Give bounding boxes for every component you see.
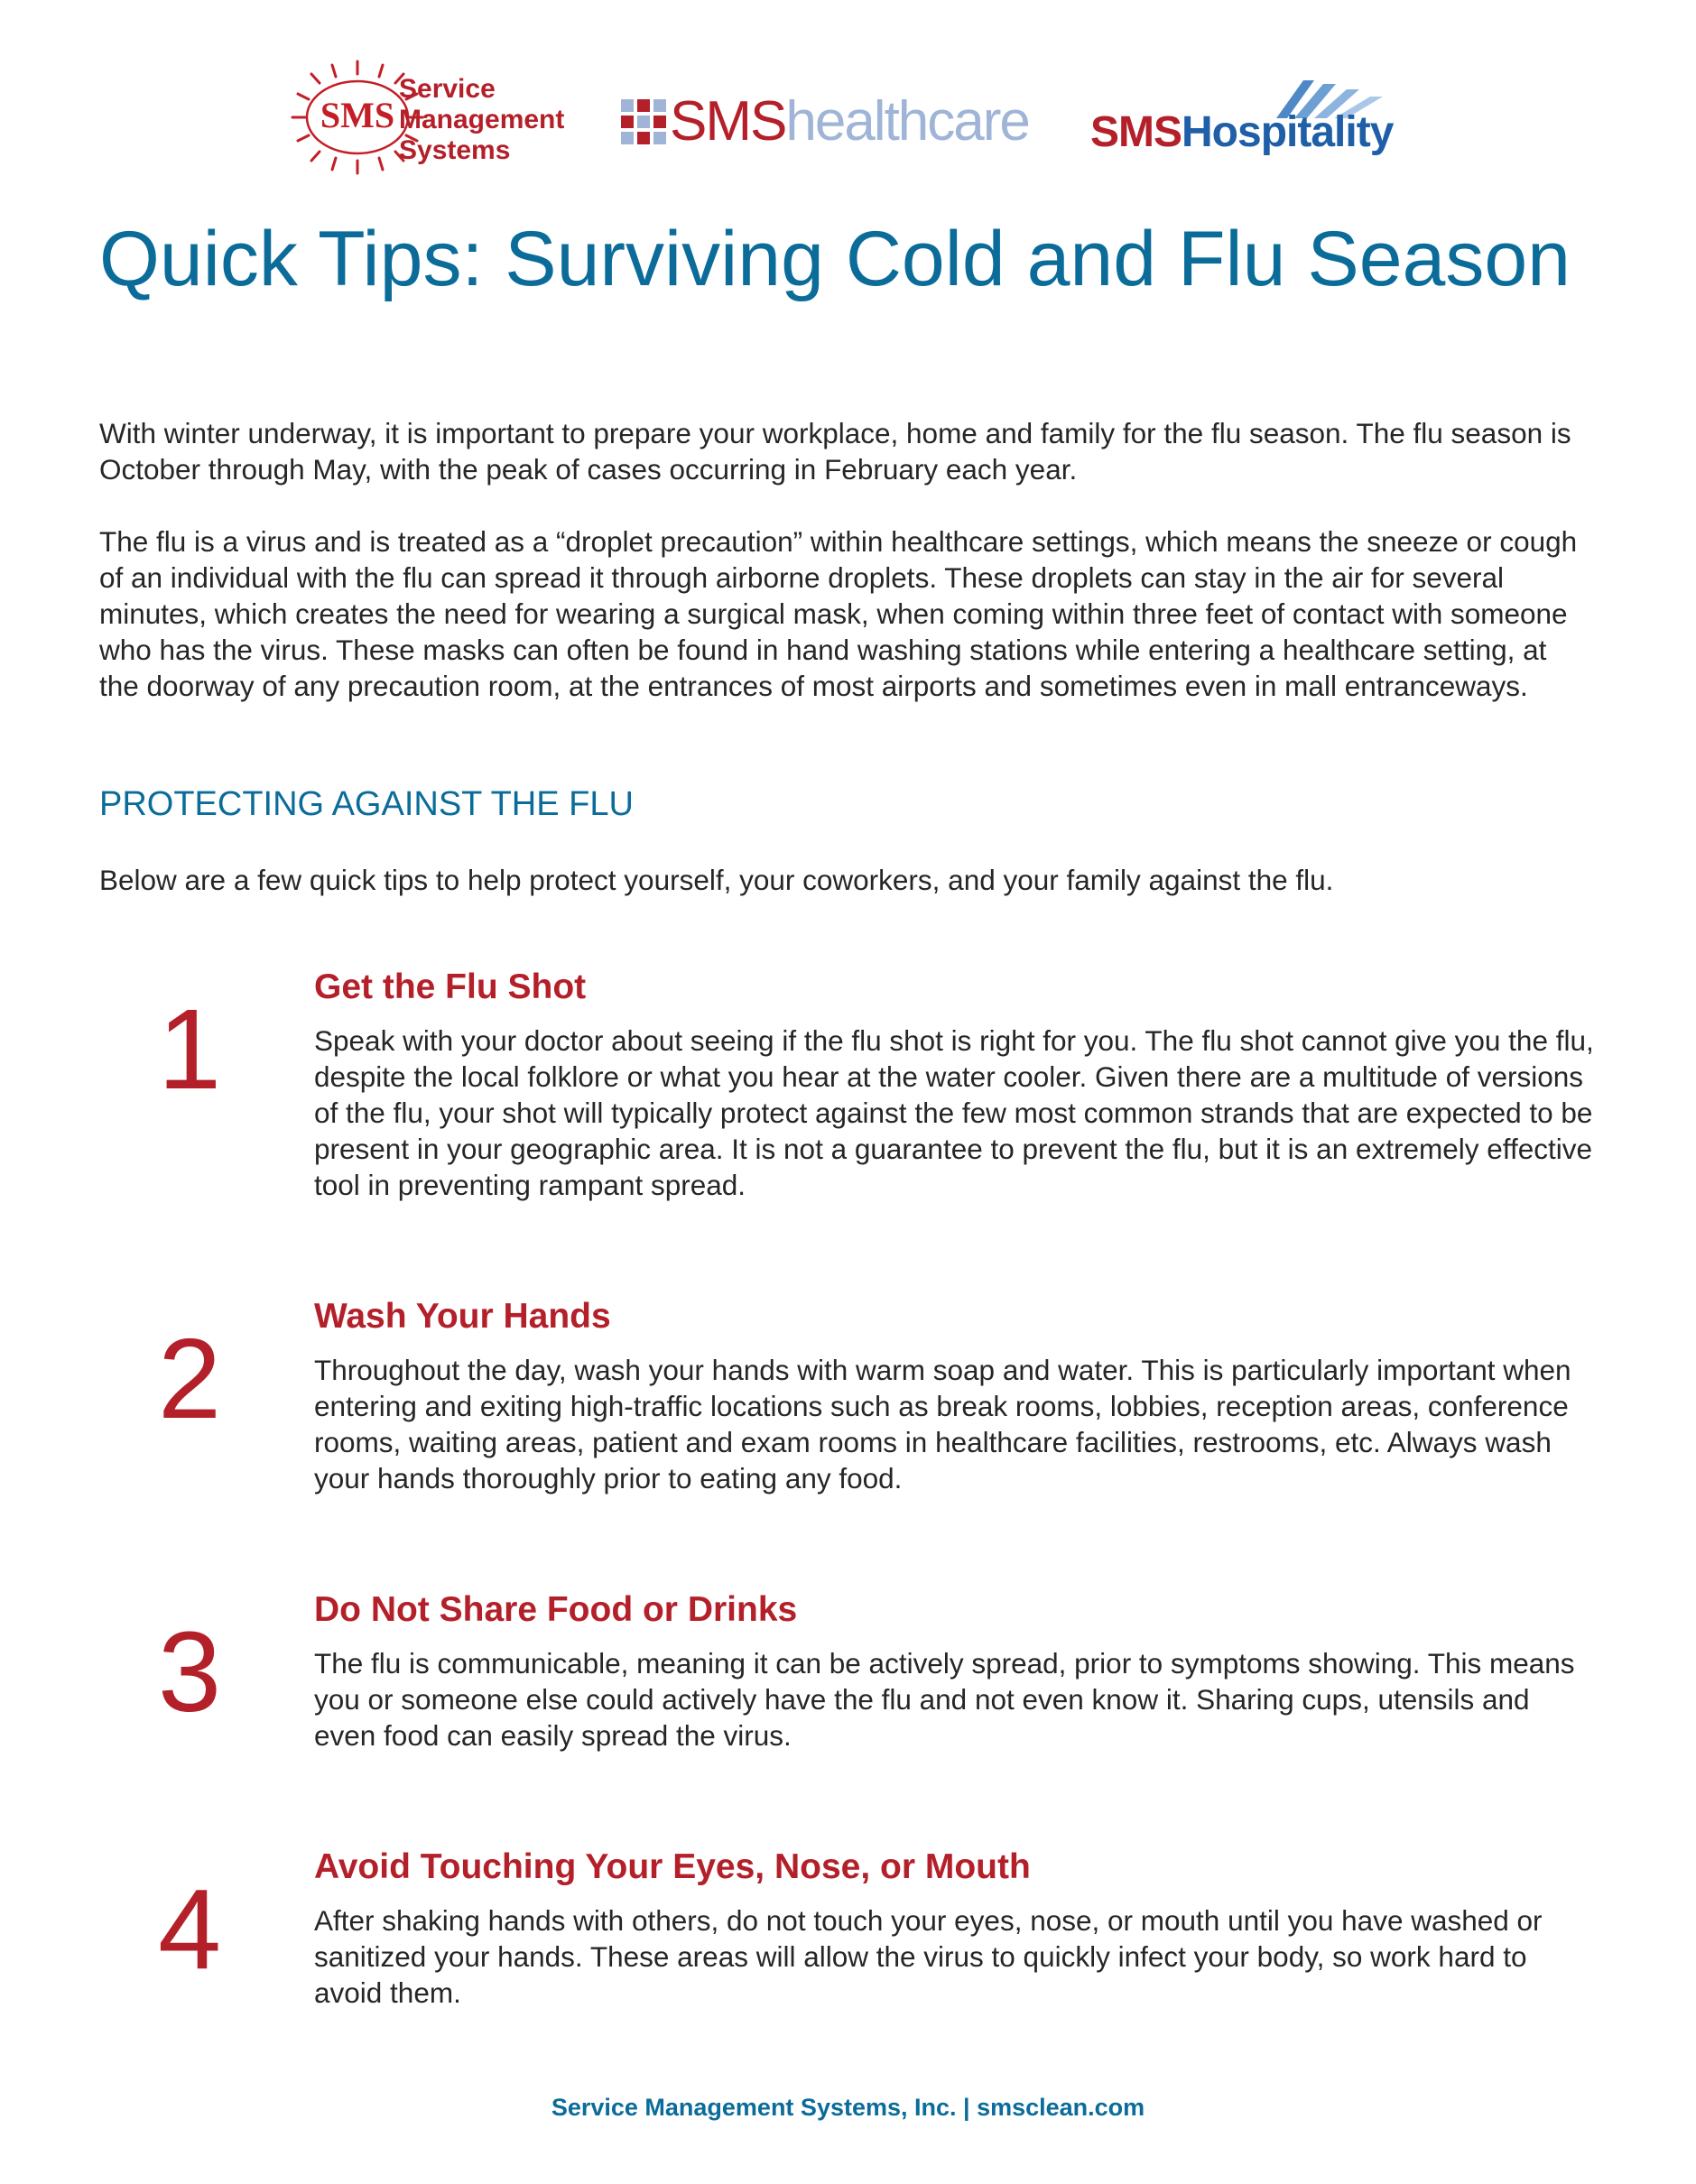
healthcare-wordmark: [670, 92, 1029, 152]
hospitality-word-text: Hospitality: [1182, 108, 1394, 156]
sms-service-management-systems-logo: [280, 54, 587, 180]
sms-hospitality-logo: [1090, 77, 1451, 167]
tip-number: 4: [157, 1865, 222, 1993]
intro-paragraph: The flu is a virus and is treated as a “droplet precaution” within healthcare settings, which means the sneeze or cough of an individual with the flu can spread it through airborne droplets. These droplets can stay in the air for several minutes, which creates the need for wearing a surgical mask, when coming within three feet of contact with someone who has the virus. These masks can often be found in hand washing stations while entering a healthcare setting, at the doorway of any precaution room, at the entrances of most airports and sometimes even in mall entranceways.: [99, 525, 1578, 702]
sms-healthcare-logo: [621, 92, 1045, 155]
tip-body: Speak with your doctor about seeing if the flu shot is right for you. The flu shot cannot give you the flu, despite the local folklore or what you hear at the water cooler. Given there are a multitude of versions of the flu, your shot will typically protect against the few most common strands that are expected to be present in your geographic area. It is not a guarantee to prevent the flu, but it is an extremely effective tool in preventing rampant spread.: [314, 1024, 1594, 1201]
tip-heading: Do Not Share Food or Drinks: [314, 1590, 798, 1629]
tip-heading: Get the Flu Shot: [314, 967, 587, 1006]
tip-number: 1: [157, 986, 222, 1113]
tip-heading: Wash Your Hands: [314, 1297, 611, 1336]
footer-text: Service Management Systems, Inc. | smsclean.com: [551, 2094, 1145, 2121]
sms-seal-text: SMS: [320, 95, 395, 135]
healthcare-sms-text: SMS: [670, 90, 786, 153]
section-heading: PROTECTING AGAINST THE FLU: [99, 785, 634, 823]
tip-number: 2: [157, 1315, 222, 1442]
hospitality-sms-text: SMS: [1090, 108, 1182, 156]
sms-name-line: Service: [399, 74, 496, 104]
tip-body: Throughout the day, wash your hands with warm soap and water. This is particularly important when entering and exiting high-traffic locations such as break rooms, lobbies, reception areas, conference rooms, waiting areas, patient and exam rooms in healthcare facilities, restrooms, etc. Always wash your hands thoroughly prior to eating any food.: [314, 1354, 1571, 1495]
grid-squares-icon: [621, 99, 666, 144]
sms-company-name: [399, 74, 564, 166]
intro-paragraph: With winter underway, it is important to prepare your workplace, home and family for the flu season. The flu season is October through May, with the peak of cases occurring in February each year.: [99, 417, 1571, 486]
tip-body: After shaking hands with others, do not touch your eyes, nose, or mouth until you have washed or sanitized your hands. These areas will allow the virus to quickly infect your body, so work hard to avoid them.: [314, 1904, 1543, 2009]
tip-heading: Avoid Touching Your Eyes, Nose, or Mouth: [314, 1847, 1031, 1886]
logo-bar: [0, 0, 1696, 208]
lead-in-text: Below are a few quick tips to help protect yourself, your coworkers, and your family against the flu.: [99, 864, 1334, 896]
sms-name-line: Systems: [399, 135, 511, 165]
tip-number: 3: [157, 1608, 222, 1735]
sms-name-line: Management: [399, 105, 565, 134]
hospitality-wordmark: [1090, 107, 1393, 158]
tip-body: The flu is communicable, meaning it can be actively spread, prior to symptoms showing. This means you or someone else could actively have the flu and not even know it. Sharing cups, utensils and even food can easily spread the virus.: [314, 1647, 1575, 1752]
page-title: Quick Tips: Surviving Cold and Flu Season: [99, 216, 1571, 302]
healthcare-word-text: healthcare: [785, 90, 1029, 153]
